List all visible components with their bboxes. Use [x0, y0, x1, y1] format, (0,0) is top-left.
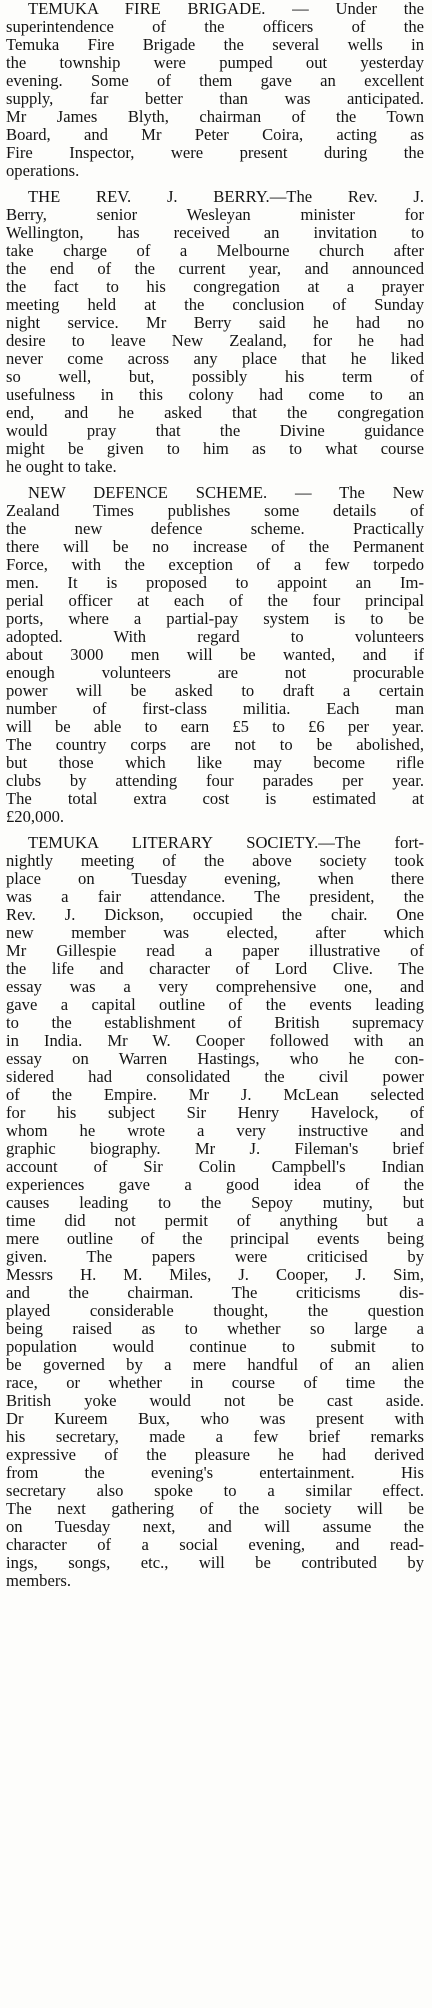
- article-line: The total extra cost is estimated at: [6, 790, 424, 808]
- article-line: The next gathering of the society will be: [6, 1500, 424, 1518]
- article-line: perial officer at each of the four principal: [6, 592, 424, 610]
- article-line: Berry, senior Wesleyan minister for: [6, 206, 424, 224]
- paragraph-gap: [6, 826, 424, 834]
- article-line: nightly meeting of the above society took: [6, 852, 424, 870]
- article-line: NEW DEFENCE SCHEME. — The New: [28, 484, 424, 502]
- article-line: essay was a very comprehensive one, and: [6, 978, 424, 996]
- article-line: gave a capital outline of the events leading: [6, 996, 424, 1014]
- article-line: members.: [6, 1572, 71, 1590]
- article-line: but those which like may become rifle: [6, 754, 424, 772]
- article-line: so well, but, possibly his term of: [6, 368, 424, 386]
- article-line: meeting held at the conclusion of Sunday: [6, 296, 424, 314]
- article-line: of the Empire. Mr J. McLean selected: [6, 1086, 424, 1104]
- article-line: new member was elected, after which: [6, 924, 424, 942]
- article-line: given. The papers were criticised by: [6, 1248, 424, 1266]
- article-line: expressive of the pleasure he had derived: [6, 1446, 424, 1464]
- article-line: time did not permit of anything but a: [6, 1212, 424, 1230]
- article-line: on Tuesday next, and will assume the: [6, 1518, 424, 1536]
- article-line: Temuka Fire Brigade the several wells in: [6, 36, 424, 54]
- article-line: THE REV. J. BERRY.—The Rev. J.: [28, 188, 424, 206]
- article-line: mere outline of the principal events being: [6, 1230, 424, 1248]
- article-line: might be given to him as to what course: [6, 440, 424, 458]
- article-line: ports, where a partial-pay system is to be: [6, 610, 424, 628]
- article-line: account of Sir Colin Campbell's Indian: [6, 1158, 424, 1176]
- article-line: clubs by attending four parades per year.: [6, 772, 424, 790]
- article-line: Wellington, has received an invitation to: [6, 224, 424, 242]
- article-line: supply, far better than was anticipated.: [6, 90, 424, 108]
- article-line: take charge of a Melbourne church after: [6, 242, 424, 260]
- article-line: The country corps are not to be abolished,: [6, 736, 424, 754]
- article-line: power will be asked to draft a certain: [6, 682, 424, 700]
- article-line: Rev. J. Dickson, occupied the chair. One: [6, 906, 424, 924]
- article-line: the township were pumped out yesterday: [6, 54, 424, 72]
- article-line: Mr Gillespie read a paper illustrative of: [6, 942, 424, 960]
- article-literary-society: [6, 834, 424, 1590]
- article-line: to the establishment of British supremacy: [6, 1014, 424, 1032]
- article-line: for his subject Sir Henry Havelock, of: [6, 1104, 424, 1122]
- article-line: whom he wrote a very instructive and: [6, 1122, 424, 1140]
- article-line: operations.: [6, 162, 80, 180]
- article-line: played considerable thought, the question: [6, 1302, 424, 1320]
- article-line: superintendence of the officers of the: [6, 18, 424, 36]
- article-line: end, and he asked that the congregation: [6, 404, 424, 422]
- article-line: was a fair attendance. The president, the: [6, 888, 424, 906]
- article-line: usefulness in this colony had come to an: [6, 386, 424, 404]
- article-line: experiences gave a good idea of the: [6, 1176, 424, 1194]
- article-line: Force, with the exception of a few torpedo: [6, 556, 424, 574]
- article-line: night service. Mr Berry said he had no: [6, 314, 424, 332]
- article-line: enough volunteers are not procurable: [6, 664, 424, 682]
- article-line: in India. Mr W. Cooper followed with an: [6, 1032, 424, 1050]
- article-line: character of a social evening, and read-: [6, 1536, 424, 1554]
- article-line: his secretary, made a few brief remarks: [6, 1428, 424, 1446]
- article-line: Fire Inspector, were present during the: [6, 144, 424, 162]
- paragraph-gap: [6, 180, 424, 188]
- article-line: sidered had consolidated the civil power: [6, 1068, 424, 1086]
- article-line: British yoke would not be cast aside.: [6, 1392, 424, 1410]
- article-line: adopted. With regard to volunteers: [6, 628, 424, 646]
- article-line: there will be no increase of the Permanent: [6, 538, 424, 556]
- article-line: Dr Kureem Bux, who was present with: [6, 1410, 424, 1428]
- article-line: being raised as to whether so large a: [6, 1320, 424, 1338]
- article-line: never come across any place that he liked: [6, 350, 424, 368]
- paragraph-gap: [6, 476, 424, 484]
- article-line: the fact to his congregation at a prayer: [6, 278, 424, 296]
- article-fire-brigade: [6, 0, 424, 180]
- article-line: race, or whether in course of time the: [6, 1374, 424, 1392]
- article-line: would pray that the Divine guidance: [6, 422, 424, 440]
- article-line: the new defence scheme. Practically: [6, 520, 424, 538]
- article-line: men. It is proposed to appoint an Im-: [6, 574, 424, 592]
- article-line: number of first-class militia. Each man: [6, 700, 424, 718]
- article-line: about 3000 men will be wanted, and if: [6, 646, 424, 664]
- article-line: secretary also spoke to a similar effect.: [6, 1482, 424, 1500]
- article-line: desire to leave New Zealand, for he had: [6, 332, 424, 350]
- article-line: Mr James Blyth, chairman of the Town: [6, 108, 424, 126]
- article-line: Board, and Mr Peter Coira, acting as: [6, 126, 424, 144]
- article-line: graphic biography. Mr J. Fileman's brief: [6, 1140, 424, 1158]
- article-defence-scheme: [6, 484, 424, 826]
- article-line: essay on Warren Hastings, who he con-: [6, 1050, 424, 1068]
- article-line: ings, songs, etc., will be contributed by: [6, 1554, 424, 1572]
- article-line: TEMUKA LITERARY SOCIETY.—The fort-: [28, 834, 424, 852]
- article-line: he ought to take.: [6, 458, 117, 476]
- article-line: population would continue to submit to: [6, 1338, 424, 1356]
- article-line: from the evening's entertainment. His: [6, 1464, 424, 1482]
- article-line: be governed by a mere handful of an alien: [6, 1356, 424, 1374]
- article-rev-berry: [6, 188, 424, 476]
- article-line: will be able to earn £5 to £6 per year.: [6, 718, 424, 736]
- article-line: place on Tuesday evening, when there: [6, 870, 424, 888]
- article-line: causes leading to the Sepoy mutiny, but: [6, 1194, 424, 1212]
- article-line: and the chairman. The criticisms dis-: [6, 1284, 424, 1302]
- article-line: £20,000.: [6, 808, 65, 826]
- article-line: the life and character of Lord Clive. The: [6, 960, 424, 978]
- article-line: evening. Some of them gave an excellent: [6, 72, 424, 90]
- article-line: TEMUKA FIRE BRIGADE. — Under the: [28, 0, 424, 18]
- article-line: Messrs H. M. Miles, J. Cooper, J. Sim,: [6, 1266, 424, 1284]
- article-line: Zealand Times publishes some details of: [6, 502, 424, 520]
- article-line: the end of the current year, and announced: [6, 260, 424, 278]
